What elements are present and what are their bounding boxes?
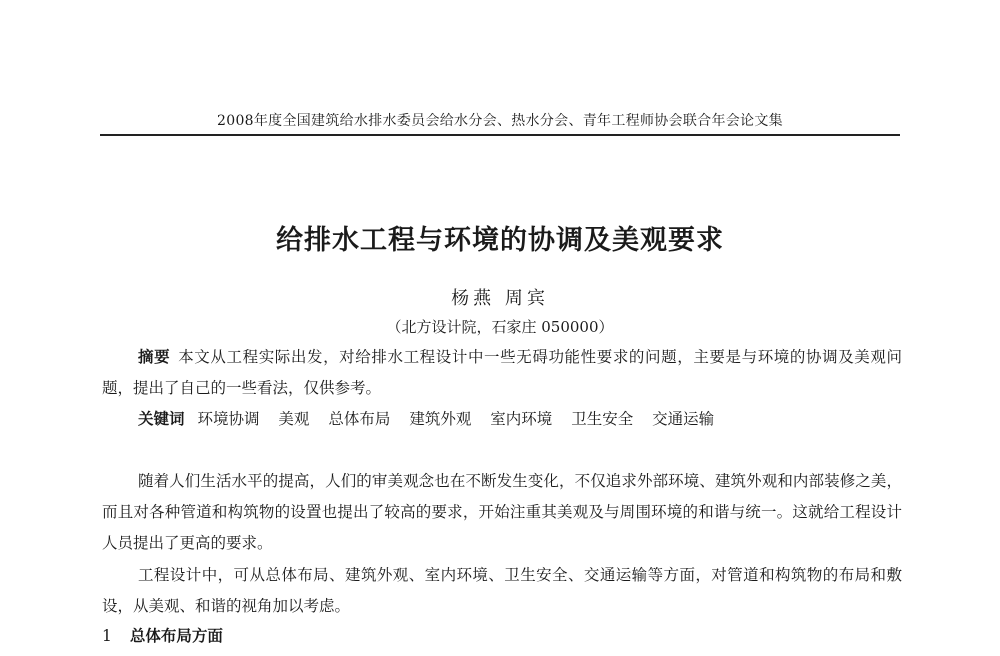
- body-paragraph: 工程设计中，可从总体布局、建筑外观、室内环境、卫生安全、交通运输等方面，对管道和构筑物的布局和敷设，从美观、和谐的视角加以考虑。: [102, 566, 902, 615]
- keyword-item: 建筑外观: [409, 410, 472, 428]
- abstract: [102, 342, 902, 404]
- keyword-item: 总体布局: [328, 410, 391, 428]
- keywords: [102, 404, 902, 435]
- keyword-item: 交通运输: [652, 410, 715, 428]
- paper-authors: 杨燕 周宾: [451, 288, 549, 309]
- abstract-text: 本文从工程实际出发，对给排水工程设计中一些无碍功能性要求的问题，主要是与环境的协调及美观问题，提出了自己的一些看法，仅供参考。: [102, 348, 902, 397]
- keyword-item: 室内环境: [490, 410, 553, 428]
- paper-affiliation: （北方设计院，石家庄 050000）: [386, 318, 614, 336]
- body-paragraph: 随着人们生活水平的提高，人们的审美观念也在不断发生变化，不仅追求外部环境、建筑外观和内部装修之美，而且对各种管道和构筑物的设置也提出了较高的要求，开始注重其美观及与周围环境的和谐与统一。这就给工程设计人员提出了更高的要求。: [102, 472, 902, 552]
- abstract-label: 摘要: [138, 348, 171, 366]
- keyword-item: 美观: [278, 410, 310, 428]
- section-title: 总体布局方面: [129, 627, 223, 645]
- section-heading: [102, 624, 223, 646]
- section-number: 1: [102, 627, 112, 645]
- header-rule: [100, 134, 900, 136]
- paper-title: 给排水工程与环境的协调及美观要求: [276, 225, 724, 256]
- keyword-item: 环境协调: [197, 410, 260, 428]
- keyword-item: 卫生安全: [571, 410, 634, 428]
- keywords-label: 关键词: [138, 410, 185, 428]
- running-header: 2008年度全国建筑给水排水委员会给水分会、热水分会、青年工程师协会联合年会论文集: [217, 113, 783, 129]
